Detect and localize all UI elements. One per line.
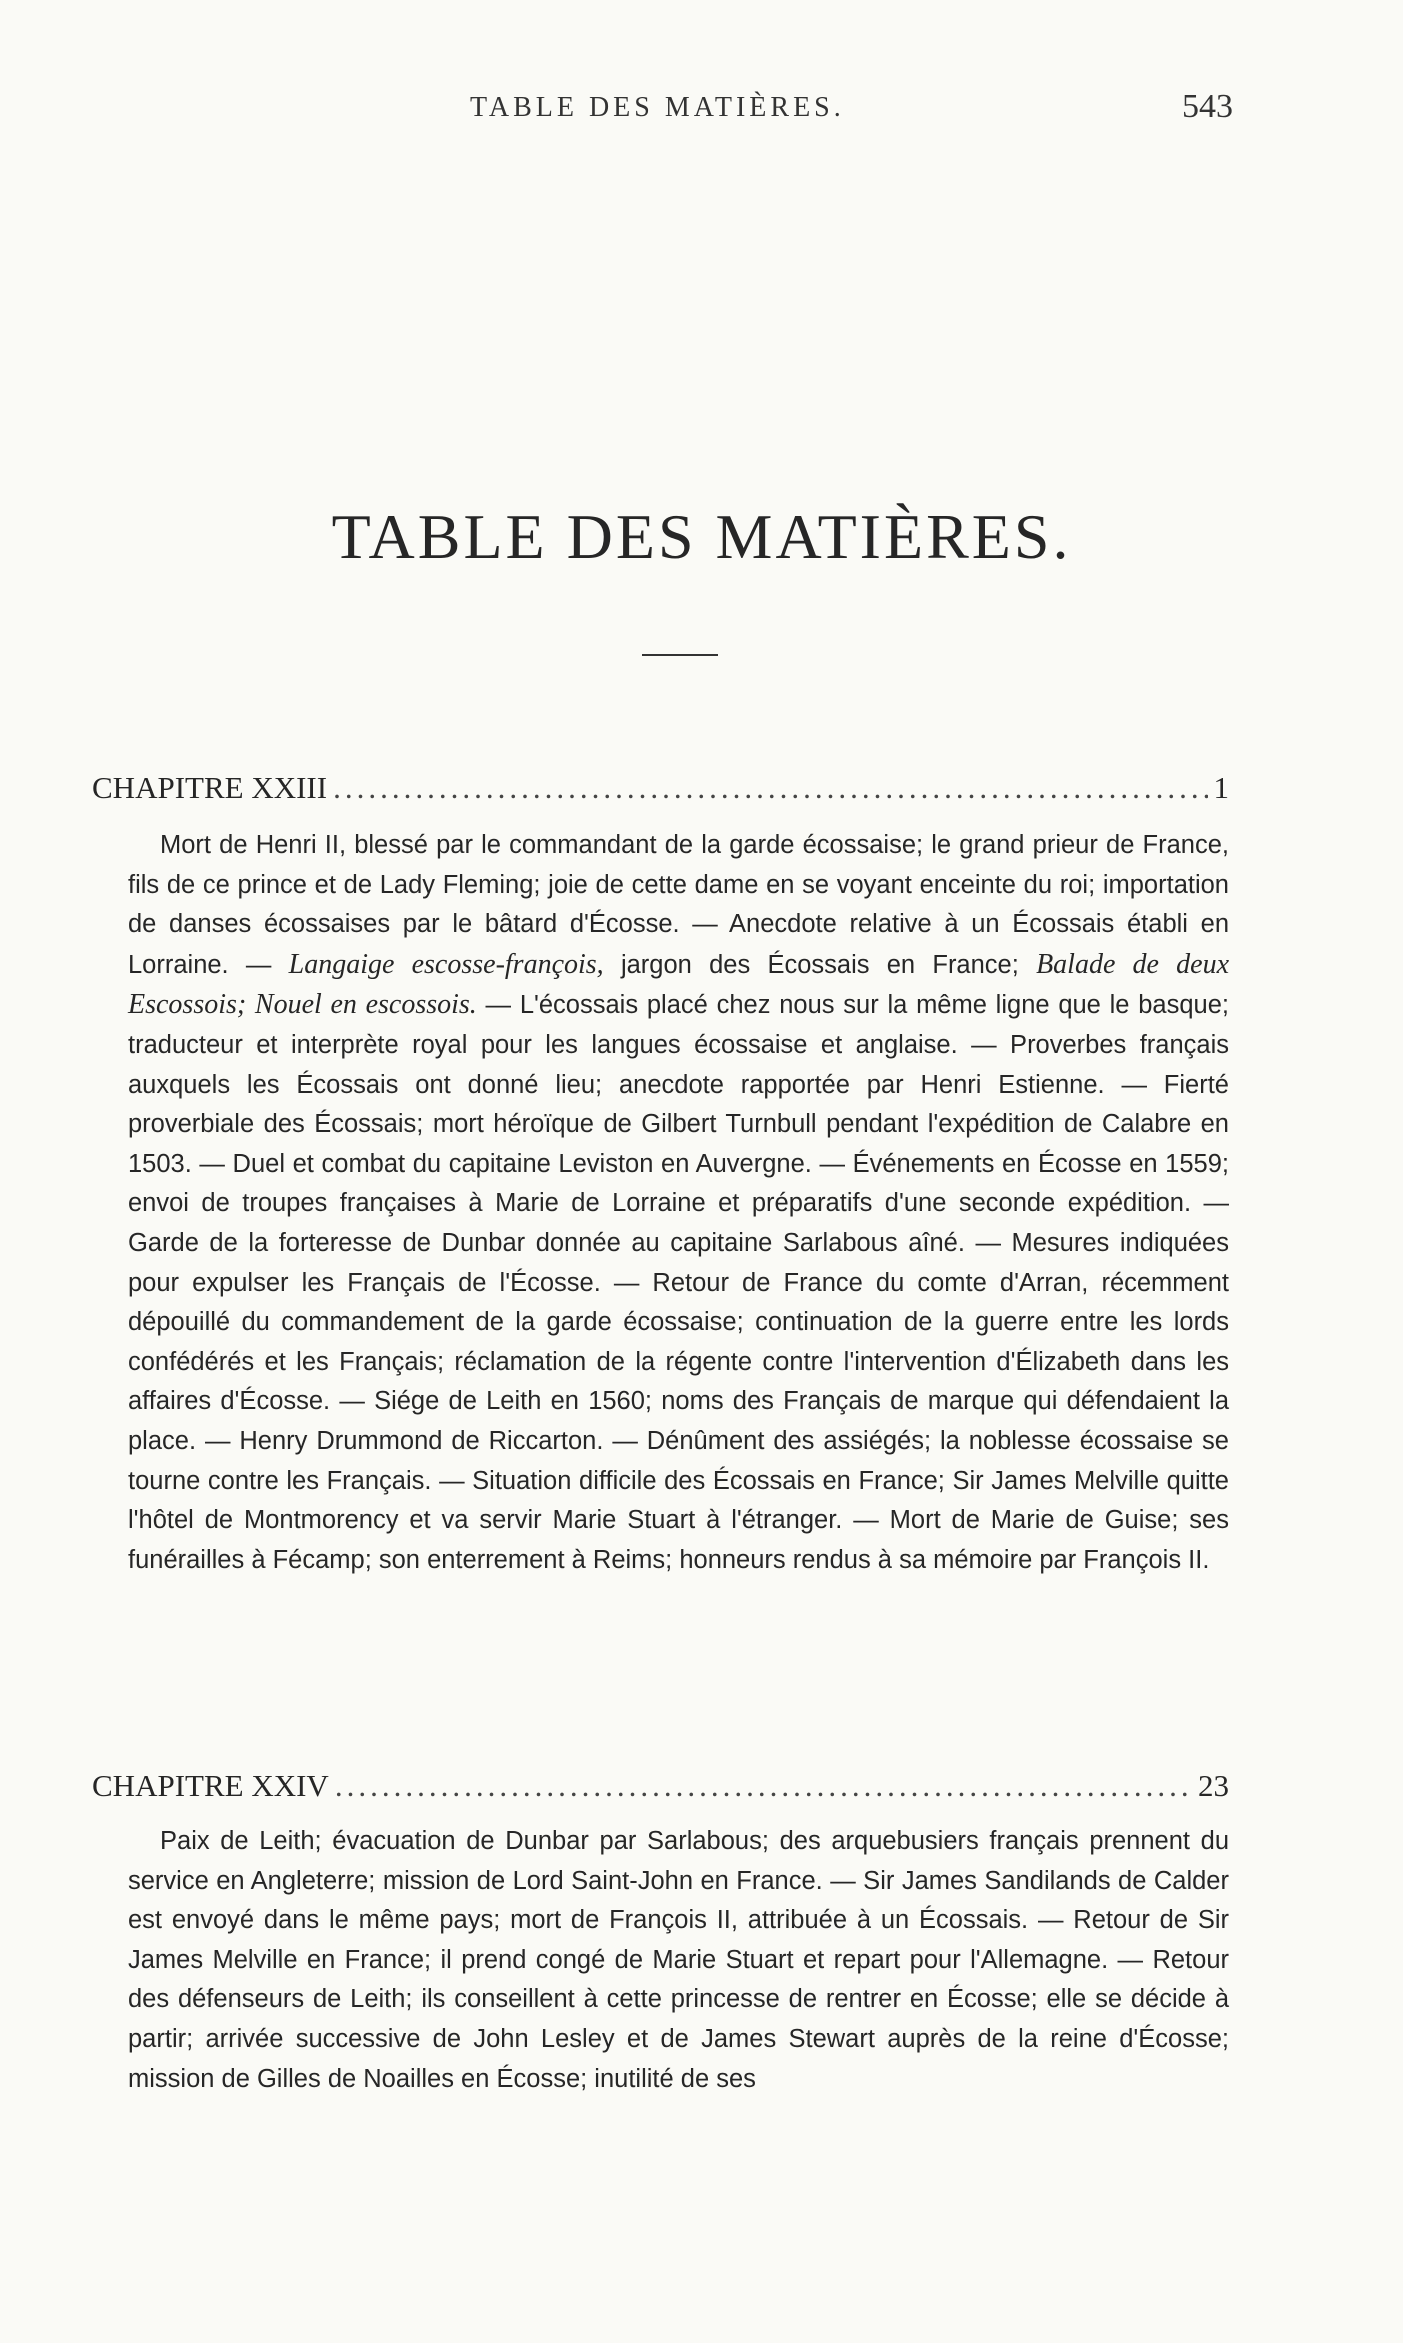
page-title: TABLE DES MATIÈRES. xyxy=(331,501,1072,572)
chapter-entry-xxiii xyxy=(92,770,1229,806)
italic-title: Langaige escosse-françois, xyxy=(288,948,604,980)
dot-leader xyxy=(335,1768,1192,1804)
chapter-summary xyxy=(128,1822,1229,2099)
dot-leader xyxy=(333,770,1207,806)
summary-text: — L'écossais placé chez nous sur la même ligne que le basque; traducteur et interprète royal pour les langues écossaise et anglaise. — Proverbes français auxquels les Écossais ont donné lieu; anecdote rapportée par Henri Estienne. — Fierté proverbiale des Écossais; mort héroïque de Gilbert Turnbull pendant l'expédition de Calabre en 1503. — Duel et combat du capitaine Leviston en Auvergne. — Événements en Écosse en 1559; envoi de troupes françaises à Marie de Lorraine et préparatifs d'une seconde expédition. — Garde de la forteresse de Dunbar donnée au capitaine Sarlabous aîné. — Mesures indiquées pour expulser les Français de l'Écosse. — Retour de France du comte d'Arran, récemment dépouillé du commandement de la garde écossaise; continuation de la guerre entre les lords confédérés et les Français; réclamation de la régente contre l'intervention d'Élizabeth dans les affaires d'Écosse. — Siége de Leith en 1560; noms des Français de marque qui défendaient la place. — Henry Drummond de Riccarton. — Dénûment des assiégés; la noblesse écossaise se tourne contre les Français. — Situation difficile des Écossais en France; Sir James Melville quitte l'hôtel de Montmorency et va servir Marie Stuart à l'étranger. — Mort de Marie de Guise; ses funérailles à Fécamp; son enterrement à Reims; honneurs rendus à sa mémoire par François II. xyxy=(128,991,1229,1574)
summary-text: Paix de Leith; évacuation de Dunbar par Sarlabous; des arquebusiers français prennent du service en Angleterre; mission de Lord Saint-John en France. — Sir James Sandilands de Calder est envoyé dans le même pays; mort de François II, attribuée à un Écossais. — Retour de Sir James Melville en France; il prend congé de Marie Stuart et repart pour l'Allemagne. — Retour des défenseurs de Leith; ils conseillent à cette princesse de rentrer en Écosse; elle se décide à partir; arrivée successive de John Lesley et de James Stewart auprès de la reine d'Écosse; mission de Gilles de Noailles en Écosse; inutilité de ses xyxy=(128,1827,1229,2093)
page-number: 543 xyxy=(1182,88,1233,125)
chapter-entry-xxiv xyxy=(92,1768,1229,1804)
chapter-summary xyxy=(128,826,1229,1580)
title-rule xyxy=(642,654,718,656)
italic-title: Balade de deux Escossois; Nouel en escossois. xyxy=(128,948,1230,1021)
running-head: TABLE DES MATIÈRES. xyxy=(470,92,845,123)
chapter-page: 1 xyxy=(1213,770,1229,805)
chapter-page: 23 xyxy=(1198,1768,1229,1803)
summary-text: Mort de Henri II, blessé par le commandant de la garde écossaise; le grand prieur de France, fils de ce prince et de Lady Fleming; joie de cette dame en se voyant enceinte du roi; importation de danses écossaises par le bâtard d'Écosse. — Anecdote relative à un Écossais établi en Lorraine. — xyxy=(128,831,1229,979)
chapter-label: CHAPITRE XXIV xyxy=(92,1768,329,1803)
chapter-label: CHAPITRE XXIII xyxy=(92,770,328,805)
summary-text: jargon des Écossais en France; xyxy=(603,950,1037,979)
